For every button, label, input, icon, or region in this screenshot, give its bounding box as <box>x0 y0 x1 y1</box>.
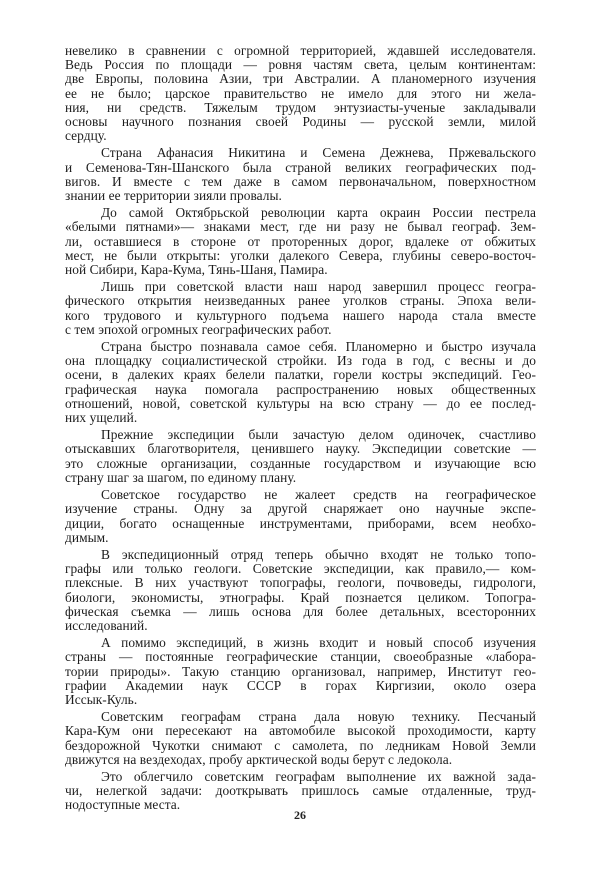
text-line: Иссык-Куль. <box>65 691 138 707</box>
text-line: изучение страны. Одну за другой снаряжает оно научные экспе- <box>65 501 536 517</box>
text-line: фического открытия неизведанных ранее уголков страны. Эпоха вели- <box>65 293 536 309</box>
text-line: мест, не были открыты: уголки далекого Севера, глубины северо-восточ- <box>65 247 536 263</box>
text-line: графы или только геологи. Советские экспедиции, как правило,— ком- <box>65 561 536 577</box>
text-line: фическая съемка — лишь основа для более детальных, всесторонних <box>65 603 536 619</box>
text-line: графии Академии наук СССР в горах Киргизии, около озера <box>65 677 536 693</box>
page-number: 26 <box>294 808 306 822</box>
text-line: нодоступные места. <box>65 797 181 813</box>
text-line: исследований. <box>65 617 148 633</box>
paragraph <box>65 206 536 277</box>
text-line: кого трудового и культурного подъема нашего народа стала вместе <box>65 307 536 323</box>
text-line: отношений, новой, советской культуры на всю страну — до ее послед- <box>65 395 536 411</box>
text-line: Прежние экспедиции были зачастую делом одиночек, счастливо <box>101 427 536 443</box>
text-line: биологи, экономисты, этнографы. Край познается целиком. Топогра- <box>65 589 536 605</box>
text-line: она площадку социалистической стройки. Из года в год, с весны и до <box>65 353 536 369</box>
text-line: ли, оставшиеся в стороне от проторенных дорог, вдалеке от обжитых <box>65 233 536 249</box>
text-line: это сложные организации, созданные государством и изучающие всю <box>65 455 536 471</box>
text-line: вигов. И вместе с тем даже в самом первоначальном, поверхностном <box>65 173 536 189</box>
text-line: осени, в далеких краях белели палатки, горели костры экспедиций. Гео- <box>65 367 536 383</box>
text-line: В экспедиционный отряд теперь обычно входят не только топо- <box>101 546 536 562</box>
text-line: графическая наука помогала распространению новых общественных <box>65 381 536 397</box>
text-line: них ущелий. <box>65 410 138 426</box>
text-line: Кара-Кум они пересекают на автомобиле высокой проходимости, карту <box>65 723 536 739</box>
page-body <box>65 44 536 816</box>
text-line: Это облегчило советским географам выполнение их важной зада- <box>101 768 536 784</box>
text-line: А помимо экспедиций, в жизнь входит и новый способ изучения <box>101 635 536 651</box>
text-line: ния, ни средств. Тяжелым трудом энтузиасты-ученые закладывали <box>65 99 536 115</box>
paragraph <box>65 636 536 707</box>
text-line: Советским географам страна дала новую технику. Песчаный <box>101 709 536 725</box>
text-line: две Европы, половина Азии, три Австралии. А планомерного изучения <box>65 71 536 87</box>
text-line: Советское государство не жалеет средств на географическое <box>101 487 536 503</box>
text-line: бездорожной Чукотки снимают с самолета, по ледникам Новой Земли <box>65 737 536 753</box>
paragraph <box>65 146 536 203</box>
paragraph <box>65 548 536 633</box>
text-line: основы научного познания своей Родины — русской земли, милой <box>65 114 536 130</box>
text-line: ной Сибири, Кара-Кума, Тянь-Шаня, Памира. <box>65 262 328 278</box>
text-line: плексные. В них участвуют топографы, геологи, почвоведы, гидрологи, <box>65 575 536 591</box>
text-line: «белыми пятнами»— знаками мест, где ни разу не бывал географ. Зем- <box>65 219 536 235</box>
text-line: тории природы». Такую станцию организовал, например, Институт гео- <box>65 663 536 679</box>
paragraph <box>65 770 536 813</box>
text-line: страны — постоянные географические станции, своеобразные «лабора- <box>65 649 536 665</box>
paragraph <box>65 340 536 425</box>
paragraph <box>65 488 536 545</box>
paragraph <box>65 428 536 485</box>
text-line: Лишь при советской власти наш народ завершил процесс геогра- <box>101 279 536 295</box>
text-line: Страна быстро познавала самое себя. Планомерно и быстро изучала <box>101 339 536 355</box>
text-line: знании ее территории зияли провалы. <box>65 188 282 204</box>
paragraph <box>65 280 536 337</box>
text-line: Ведь Россия по площади — ровня частям света, целым континентам: <box>65 57 536 73</box>
text-line: ее не было; царское правительство не имело для этого ни жела- <box>65 85 536 101</box>
text-line: отыскавших благотворителя, ценившего науку. Экспедиции советские — <box>65 441 536 457</box>
text-line: страну шаг за шагом, по единому плану. <box>65 469 297 485</box>
paragraph <box>65 44 536 143</box>
text-line: диции, богато оснащенные инструментами, приборами, всем необхо- <box>65 515 536 531</box>
text-line: с тем эпохой огромных географических работ. <box>65 321 332 337</box>
text-line: невелико в сравнении с огромной территорией, ждавшей исследователя. <box>65 43 536 58</box>
paragraph <box>65 710 536 767</box>
text-line: и Семенова-Тян-Шанского была страной великих географических под- <box>65 159 536 175</box>
text-line: Страна Афанасия Никитина и Семена Дежнева, Пржевальского <box>101 145 536 161</box>
text-line: димым. <box>65 529 109 545</box>
text-line: движутся на вездеходах, пробу арктической воды берут с ледокола. <box>65 751 453 767</box>
text-line: сердцу. <box>65 128 107 144</box>
text-line: чи, нелегкой задачи: дооткрывать пришлось самые отдаленные, труд- <box>65 783 536 799</box>
text-line: До самой Октябрьской революции карта окраин России пестрела <box>101 205 536 221</box>
